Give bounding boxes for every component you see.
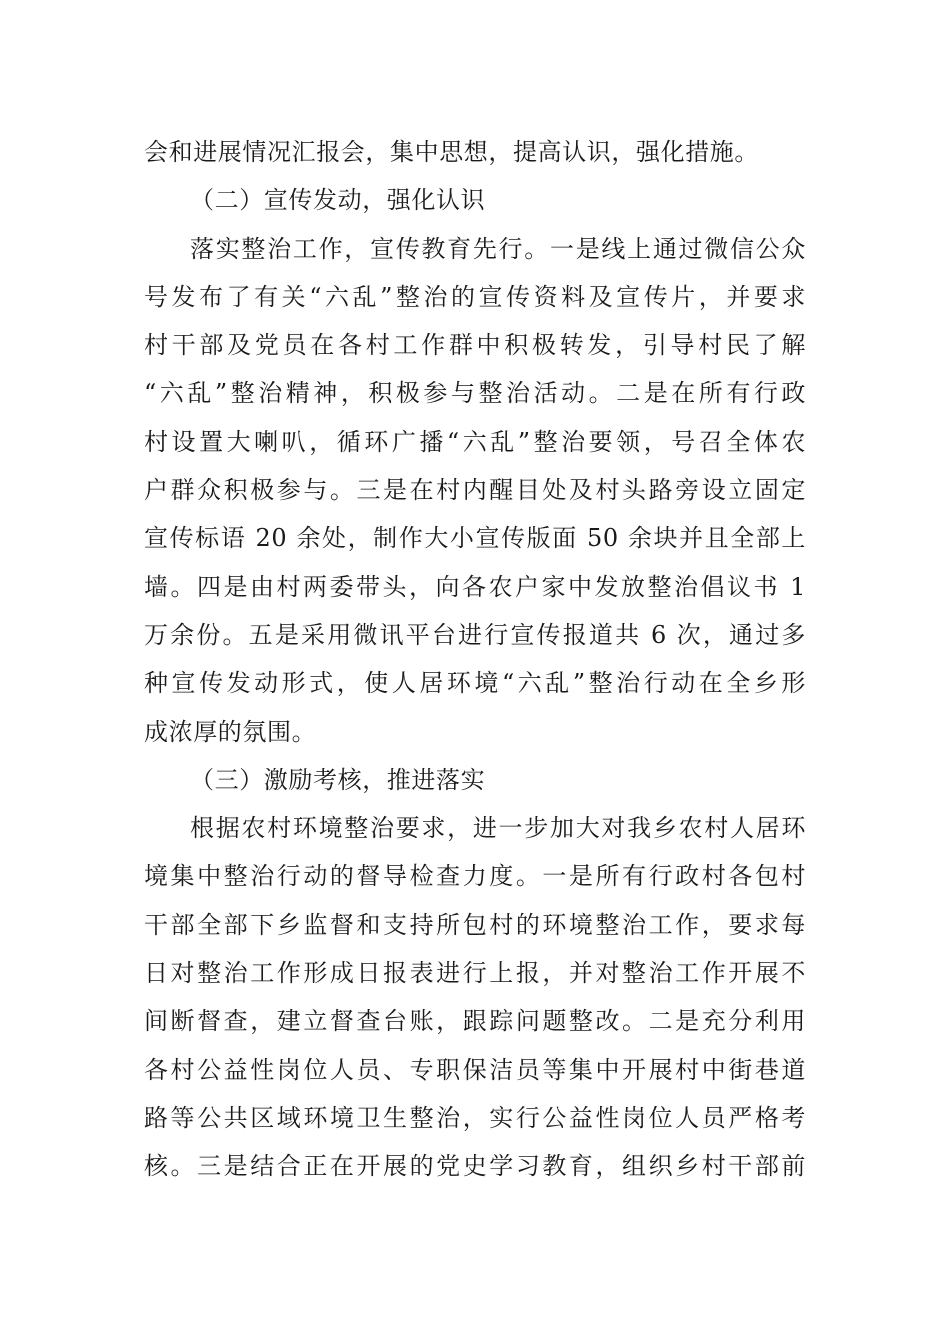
text-line: 号发布了有关“六乱”整治的宣传资料及宣传片，并要求 <box>144 282 806 311</box>
text-line: 万余份。五是采用微讯平台进行宣传报道共 6 次，通过多 <box>144 620 806 649</box>
document-page <box>144 128 806 1191</box>
text-line: 墙。四是由村两委带头，向各农户家中发放整治倡议书 1 <box>144 572 806 601</box>
text-line: 干部全部下乡监督和支持所包村的环境整治工作，要求每 <box>144 910 806 939</box>
text-line: 根据农村环境整治要求，进一步加大对我乡农村人居环 <box>190 814 806 843</box>
text-line: 种宣传发动形式，使人居环境“六乱”整治行动在全乡形 <box>144 669 806 698</box>
text-line: 村设置大喇叭，循环广播“六乱”整治要领，号召全体农 <box>144 427 806 456</box>
text-line: 宣传标语 20 余处，制作大小宣传版面 50 余块并且全部上 <box>144 524 806 553</box>
text-line: 落实整治工作，宣传教育先行。一是线上通过微信公众 <box>190 234 806 263</box>
text-line: 日对整治工作形成日报表进行上报，并对整治工作开展不 <box>144 959 806 988</box>
text-line: 成浓厚的氛围。 <box>144 717 317 746</box>
text-line: 路等公共区域环境卫生整治，实行公益性岗位人员严格考 <box>144 1103 806 1132</box>
text-line: 境集中整治行动的督导检查力度。一是所有行政村各包村 <box>144 862 806 891</box>
text-line: 村干部及党员在各村工作群中积极转发，引导村民了解 <box>144 331 806 360</box>
text-line: 会和进展情况汇报会，集中思想，提高认识，强化措施。 <box>144 138 759 166</box>
text-line: 各村公益性岗位人员、专职保洁员等集中开展村中街巷道 <box>144 1055 806 1084</box>
text-line: 户群众积极参与。三是在村内醒目处及村头路旁设立固定 <box>144 476 806 505</box>
section-heading: （三）激励考核，推进落实 <box>190 765 486 794</box>
text-line: 核。三是结合正在开展的党史学习教育，组织乡村干部前 <box>144 1152 806 1181</box>
section-heading: （二）宣传发动，强化认识 <box>190 186 486 215</box>
text-line: 间断督查，建立督查台账，跟踪问题整改。二是充分利用 <box>144 1007 806 1036</box>
text-line: “六乱”整治精神，积极参与整治活动。二是在所有行政 <box>144 379 806 408</box>
